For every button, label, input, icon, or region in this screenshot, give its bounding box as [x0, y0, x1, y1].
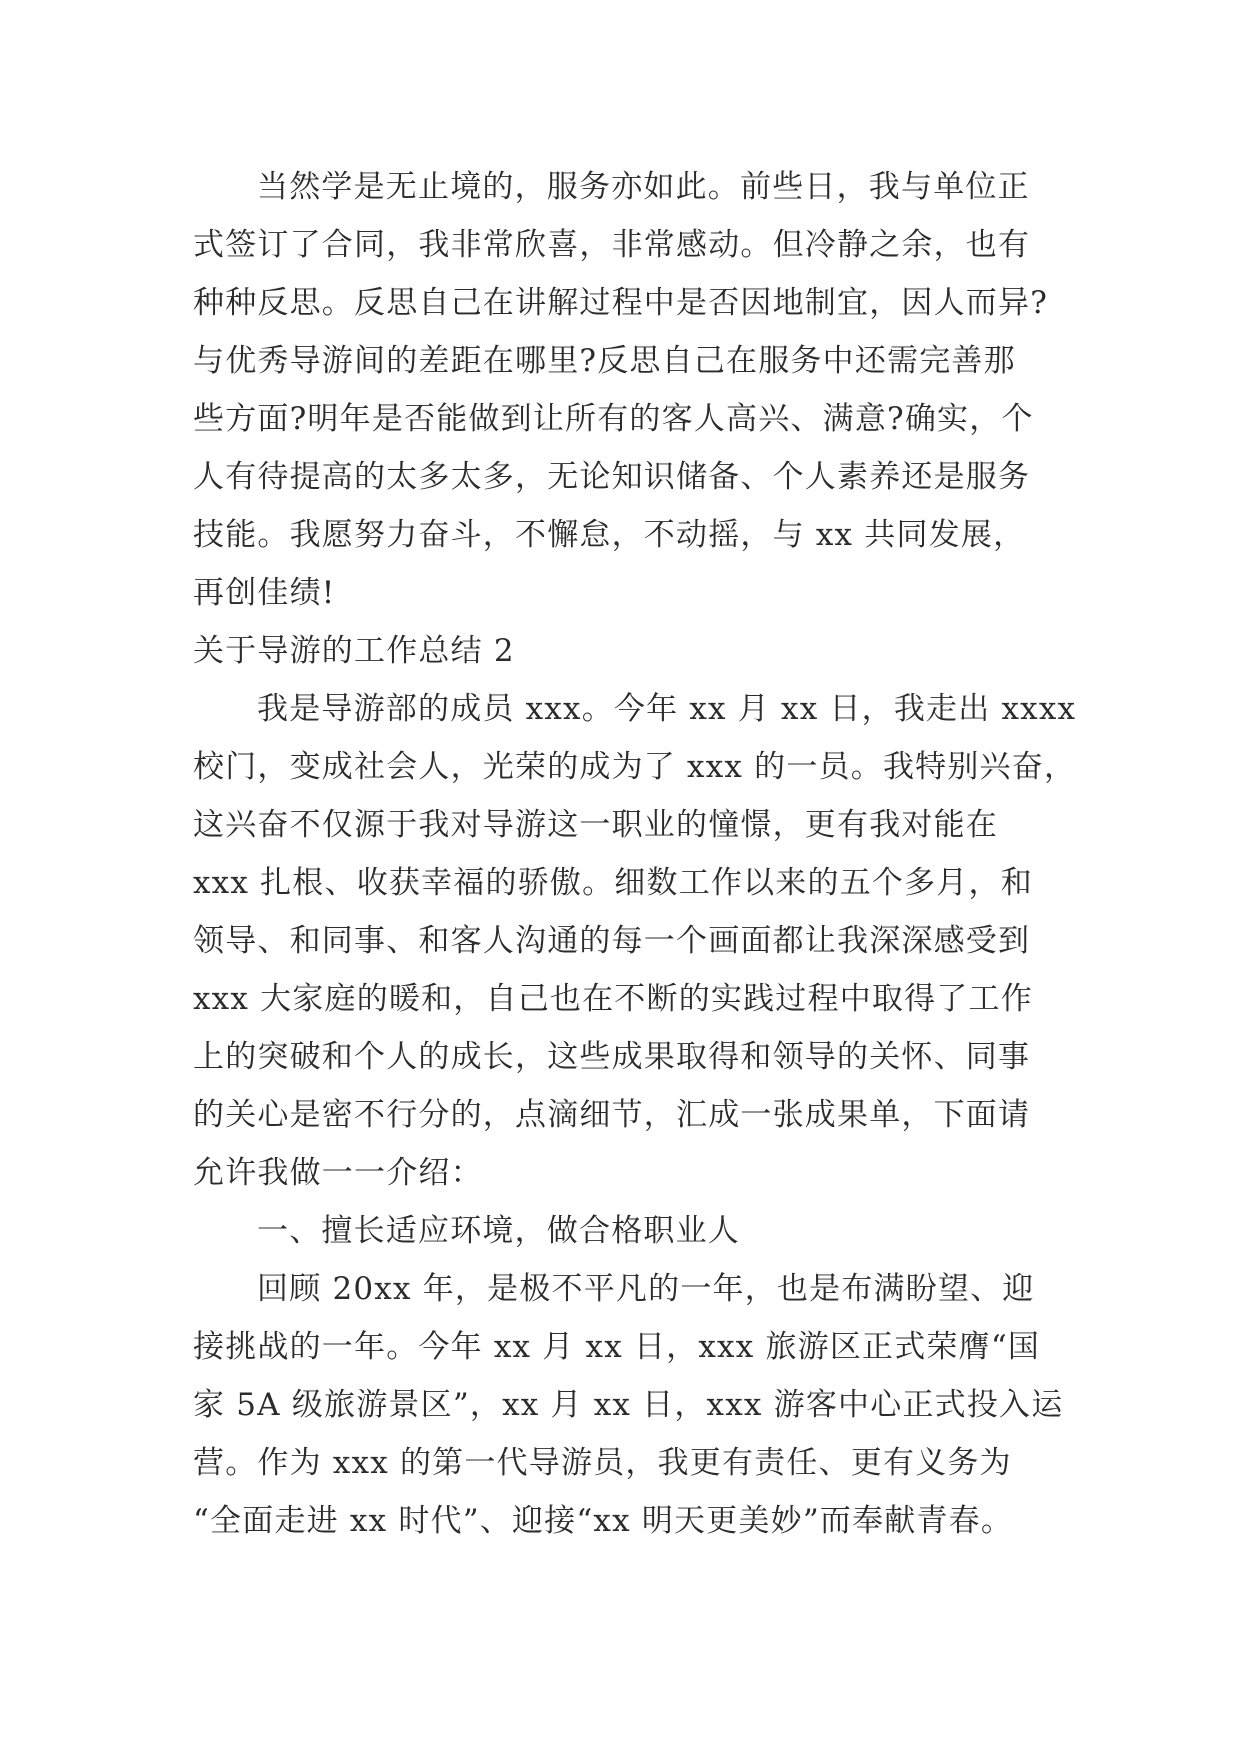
paragraph-1 [193, 158, 1059, 622]
paragraph-line: 允许我做一一介绍： [193, 1155, 483, 1191]
paragraph-line: 校门，变成社会人，光荣的成为了 xxx 的一员。我特别兴奋， [193, 749, 1077, 785]
paragraph-line: 再创佳绩! [193, 575, 336, 611]
heading-text: 关于导游的工作总结 2 [193, 633, 515, 669]
subsection-heading [193, 1202, 1059, 1260]
paragraph-line: 营。作为 xxx 的第一代导游员，我更有责任、更有义务为 [193, 1445, 1012, 1481]
paragraph-line: 我是导游部的成员 xxx。今年 xx 月 xx 日，我走出 xxxx [257, 691, 1077, 727]
paragraph-line: 技能。我愿努力奋斗，不懈怠，不动摇，与 xx 共同发展， [193, 517, 1026, 553]
subsection-title: 一、擅长适应环境，做合格职业人 [257, 1213, 740, 1249]
paragraph-line: 这兴奋不仅源于我对导游这一职业的憧憬，更有我对能在 [193, 807, 998, 843]
paragraph-line: 回顾 20xx 年，是极不平凡的一年，也是布满盼望、迎 [257, 1271, 1035, 1307]
paragraph-line: 种种反思。反思自己在讲解过程中是否因地制宜，因人而异? [193, 285, 1049, 321]
paragraph-line: 些方面?明年是否能做到让所有的客人高兴、满意?确实，个 [193, 401, 1034, 437]
paragraph-line: xxx 扎根、收获幸福的骄傲。细数工作以来的五个多月，和 [193, 865, 1033, 901]
paragraph-line: xxx 大家庭的暖和，自己也在不断的实践过程中取得了工作 [193, 981, 1033, 1017]
paragraph-line: 接挑战的一年。今年 xx 月 xx 日，xxx 旅游区正式荣膺“国 [193, 1329, 1041, 1365]
paragraph-line: 家 5A 级旅游景区”，xx 月 xx 日，xxx 游客中心正式投入运 [193, 1387, 1064, 1423]
paragraph-3 [193, 1260, 1064, 1550]
paragraph-2 [193, 680, 1077, 1202]
paragraph-line: 式签订了合同，我非常欣喜，非常感动。但冷静之余，也有 [193, 227, 1031, 263]
paragraph-line: 领导、和同事、和客人沟通的每一个画面都让我深深感受到 [193, 923, 1031, 959]
paragraph-line: “全面走进 xx 时代”、迎接“xx 明天更美妙”而奉献青春。 [193, 1503, 1014, 1539]
paragraph-line: 的关心是密不行分的，点滴细节，汇成一张成果单，下面请 [193, 1097, 1031, 1133]
paragraph-line: 上的突破和个人的成长，这些成果取得和领导的关怀、同事 [193, 1039, 1031, 1075]
section-heading [193, 622, 1059, 680]
paragraph-line: 与优秀导游间的差距在哪里?反思自己在服务中还需完善那 [193, 343, 1016, 379]
paragraph-line: 当然学是无止境的，服务亦如此。前些日，我与单位正 [257, 169, 1030, 205]
paragraph-line: 人有待提高的太多太多，无论知识储备、个人素养还是服务 [193, 459, 1031, 495]
